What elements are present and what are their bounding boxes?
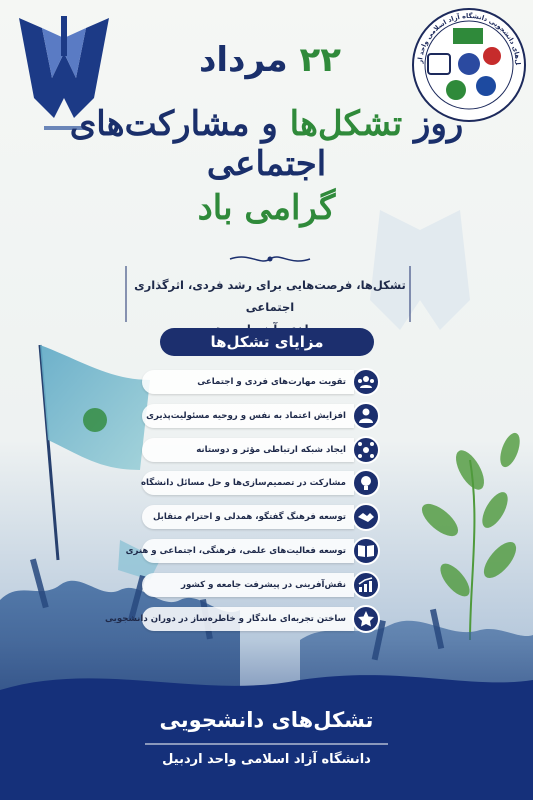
title-part3: و مشارکت‌های اجتماعی: [69, 104, 327, 184]
title-part1: روز: [414, 104, 464, 144]
date-number: ۲۲: [299, 40, 342, 80]
title-part2: تشکل‌ها: [289, 104, 403, 144]
svg-text:تشکل‌های دانشجویی دانشگاه آزاد: [410, 6, 522, 65]
advantages-list: [104, 368, 382, 638]
advantages-heading: مزایای تشکل‌ها: [160, 328, 374, 356]
advantage-text: مشارکت در تصمیم‌سازی‌ها و حل مسائل دانشگاه: [140, 478, 346, 489]
footer-subtitle: دانشگاه آزاد اسلامی واحد اردبیل: [162, 752, 371, 767]
headline-date: [120, 40, 420, 80]
headline-subtitle: گرامی باد: [197, 188, 336, 228]
advantage-item: [142, 503, 382, 531]
group-icon: [352, 368, 380, 396]
advantage-item: [125, 537, 382, 565]
book-icon: [352, 537, 380, 565]
intro-line-1: تشکل‌ها، فرصت‌هایی برای رشد فردی، اثرگذاری اجتماعی: [134, 278, 406, 314]
advantage-text: تقویت مهارت‌های فردی و اجتماعی: [197, 377, 346, 387]
advantage-text: توسعه فرهنگ گفتگو، همدلی و احترام متقابل: [153, 512, 346, 523]
footer-divider: [145, 743, 388, 745]
growth-chart-icon: [352, 571, 380, 599]
advantage-text: نقش‌آفرینی در پیشرفت جامعه و کشور: [181, 579, 346, 590]
advantage-item: [142, 571, 382, 599]
advantage-text: افزایش اعتماد به نفس و روحیه مسئولیت‌پذیری: [146, 410, 346, 421]
lightbulb-icon: [352, 469, 380, 497]
date-month: مرداد: [198, 40, 288, 80]
advantage-item: [142, 368, 382, 396]
advantage-text: ایجاد شبکه ارتباطی مؤثر و دوستانه: [196, 444, 346, 455]
advantage-text: ساختن تجربه‌ای ماندگار و خاطره‌ساز در دوران دانشجویی: [104, 613, 346, 624]
advantage-item: [142, 402, 382, 430]
headline-title: [10, 104, 523, 184]
handshake-icon: [352, 503, 380, 531]
star-icon: [352, 605, 380, 633]
network-icon: [352, 436, 380, 464]
advantage-item: [142, 436, 382, 464]
person-icon: [352, 402, 380, 430]
advantage-item: [142, 469, 382, 497]
advantage-text: توسعه فعالیت‌های علمی، فرهنگی، اجتماعی و هنری: [125, 545, 346, 556]
seal-caption: ل‌های دانشجویی دانشگاه آزاد اسلامی واحد ار: [415, 11, 523, 66]
footer-title: تشکل‌های دانشجویی: [159, 708, 374, 732]
advantage-item: [104, 605, 382, 633]
